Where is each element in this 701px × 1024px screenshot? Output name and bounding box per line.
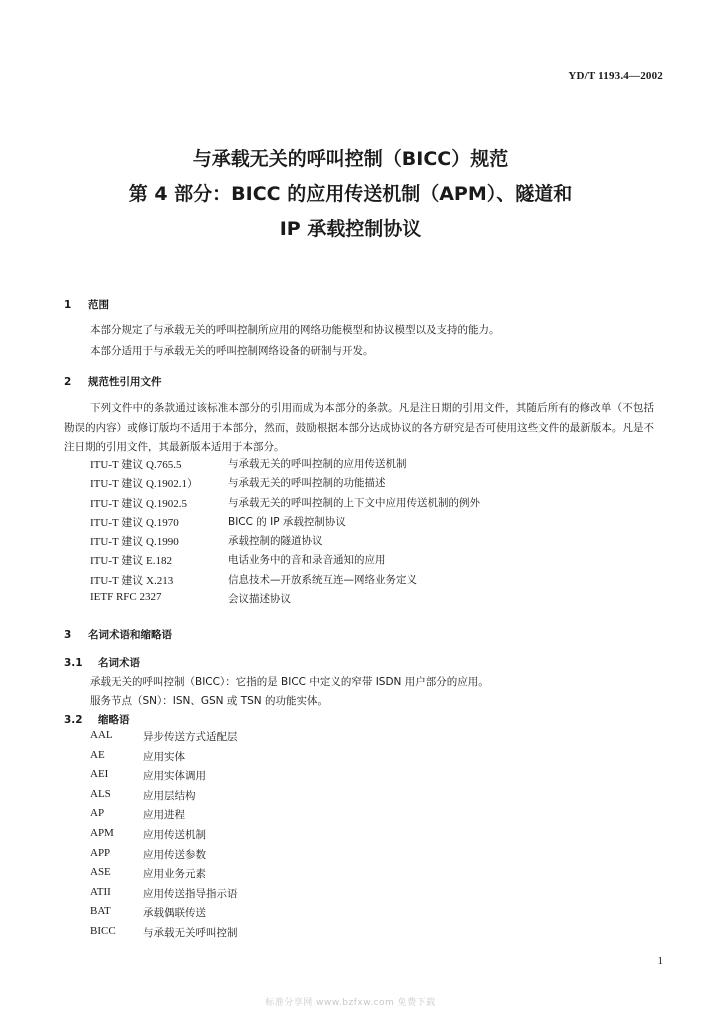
reference-item: [90, 495, 480, 514]
reference-code: ITU-T 建议 Q.1970: [90, 516, 179, 529]
section-2-heading: [64, 374, 162, 389]
abbreviation-desc: 应用层结构: [143, 789, 196, 802]
reference-item: [90, 475, 480, 494]
section-title: 名词术语和缩略语: [88, 629, 172, 641]
reference-title: 与承载无关的呼叫控制的上下文中应用传送机制的例外: [228, 496, 480, 509]
abbreviation-desc: 应用业务元素: [143, 868, 206, 881]
section-title: 规范性引用文件: [88, 376, 162, 388]
reference-code: IETF RFC 2327: [90, 591, 162, 604]
term-definition-bicc: 承载无关的呼叫控制（BICC）：它指的是 BICC 中定义的窄带 ISDN 用户部分的应用。: [90, 676, 489, 688]
reference-code: ITU-T 建议 Q.1990: [90, 536, 179, 549]
abbreviation-item: [90, 788, 238, 808]
abbreviation-code: APP: [90, 846, 111, 859]
reference-item: [90, 456, 480, 475]
abbreviation-desc: 应用传送参数: [143, 848, 206, 861]
page-number: 1: [657, 955, 663, 967]
section-2-paragraph: 下列文件中的条款通过该标准本部分的引用而成为本部分的条款。凡是注日期的引用文件，其随后所有的修改单（不包括勘误的内容）或修订版均不适用于本部分，然而，鼓励根据本部分达成协议的各方研究是否可使用这些文件的最新版本。凡是不注日期的引用文件，其最新版本适用于本部分。: [64, 402, 654, 453]
abbreviation-desc: 应用传送机制: [143, 828, 206, 841]
reference-item: [90, 572, 480, 591]
abbreviation-code: APM: [90, 826, 114, 839]
abbreviation-list: [90, 729, 238, 945]
reference-title: BICC 的 IP 承载控制协议: [228, 515, 346, 528]
abbreviation-desc: 承载偶联传送: [143, 907, 206, 920]
subsection-number: 3.2: [64, 714, 83, 726]
section-3-2-heading: [64, 712, 130, 727]
reference-title: 与承载无关的呼叫控制的应用传送机制: [228, 458, 407, 470]
watermark-text: 标准分享网 www.bzfxw.com 免费下载: [265, 998, 436, 1008]
reference-title: 电话业务中的音和录音通知的应用: [228, 554, 386, 567]
section-1-paragraph-1: 本部分规定了与承载无关的呼叫控制所应用的网络功能模型和协议模型以及支持的能力。: [90, 324, 500, 336]
abbreviation-item: [90, 729, 238, 749]
abbreviation-code: AE: [90, 748, 105, 761]
abbreviation-item: [90, 866, 238, 886]
section-1-heading: [64, 297, 109, 312]
reference-code: ITU-T 建议 E.182: [90, 555, 172, 568]
abbreviation-desc: 应用进程: [143, 809, 185, 822]
abbreviation-desc: 异步传送方式适配层: [143, 731, 238, 743]
section-1-paragraph-2: 本部分适用于与承载无关的呼叫控制网络设备的研制与开发。: [90, 345, 374, 357]
section-number: 1: [64, 299, 72, 311]
reference-title: 信息技术—开放系统互连—网络业务定义: [228, 573, 417, 586]
abbreviation-code: AAL: [90, 729, 113, 741]
reference-title: 与承载无关的呼叫控制的功能描述: [228, 477, 386, 490]
reference-list: [90, 456, 480, 610]
reference-title: 承载控制的隧道协议: [228, 535, 323, 548]
abbreviation-item: [90, 905, 238, 925]
abbreviation-code: BICC: [90, 924, 116, 937]
abbreviation-item: [90, 807, 238, 827]
reference-item: [90, 514, 480, 533]
reference-item: [90, 533, 480, 552]
term-definition-sn: 服务节点（SN）：ISN、GSN 或 TSN 的功能实体。: [90, 695, 328, 707]
abbreviation-code: ASE: [90, 866, 111, 879]
reference-code: ITU-T 建议 Q.1902.1）: [90, 478, 198, 491]
abbreviation-code: ALS: [90, 787, 111, 800]
subsection-number: 3.1: [64, 657, 83, 669]
section-3-heading: [64, 627, 172, 642]
abbreviation-item: [90, 768, 238, 788]
abbreviation-code: BAT: [90, 905, 111, 918]
abbreviation-desc: 应用实体: [143, 750, 185, 763]
abbreviation-code: AEI: [90, 768, 109, 781]
abbreviation-item: [90, 925, 238, 945]
reference-code: ITU-T 建议 Q.1902.5: [90, 497, 187, 510]
section-3-1-heading: [64, 655, 140, 670]
subsection-title: 缩略语: [98, 714, 130, 726]
section-number: 3: [64, 629, 72, 641]
reference-item: [90, 552, 480, 571]
title-line-3: IP 承载控制协议: [279, 218, 422, 240]
title-line-2: 第 4 部分：BICC 的应用传送机制（APM）、隧道和: [128, 183, 573, 205]
section-title: 范围: [88, 299, 109, 311]
abbreviation-item: [90, 886, 238, 906]
abbreviation-item: [90, 827, 238, 847]
subsection-title: 名词术语: [98, 657, 140, 669]
section-number: 2: [64, 376, 72, 388]
abbreviation-code: ATII: [90, 885, 111, 898]
abbreviation-desc: 与承载无关呼叫控制: [143, 926, 238, 939]
reference-code: ITU-T 建议 Q.765.5: [90, 459, 182, 471]
title-line-1: 与承载无关的呼叫控制（BICC）规范: [192, 148, 509, 170]
abbreviation-item: [90, 749, 238, 769]
document-code: YD/T 1193.4—2002: [568, 70, 663, 82]
reference-item: [90, 591, 480, 610]
abbreviation-item: [90, 847, 238, 867]
abbreviation-code: AP: [90, 807, 105, 820]
document-title: [0, 142, 701, 247]
reference-title: 会议描述协议: [228, 593, 291, 606]
abbreviation-desc: 应用实体调用: [143, 770, 206, 783]
reference-code: ITU-T 建议 X.213: [90, 574, 174, 587]
abbreviation-desc: 应用传送指导指示语: [143, 887, 238, 900]
